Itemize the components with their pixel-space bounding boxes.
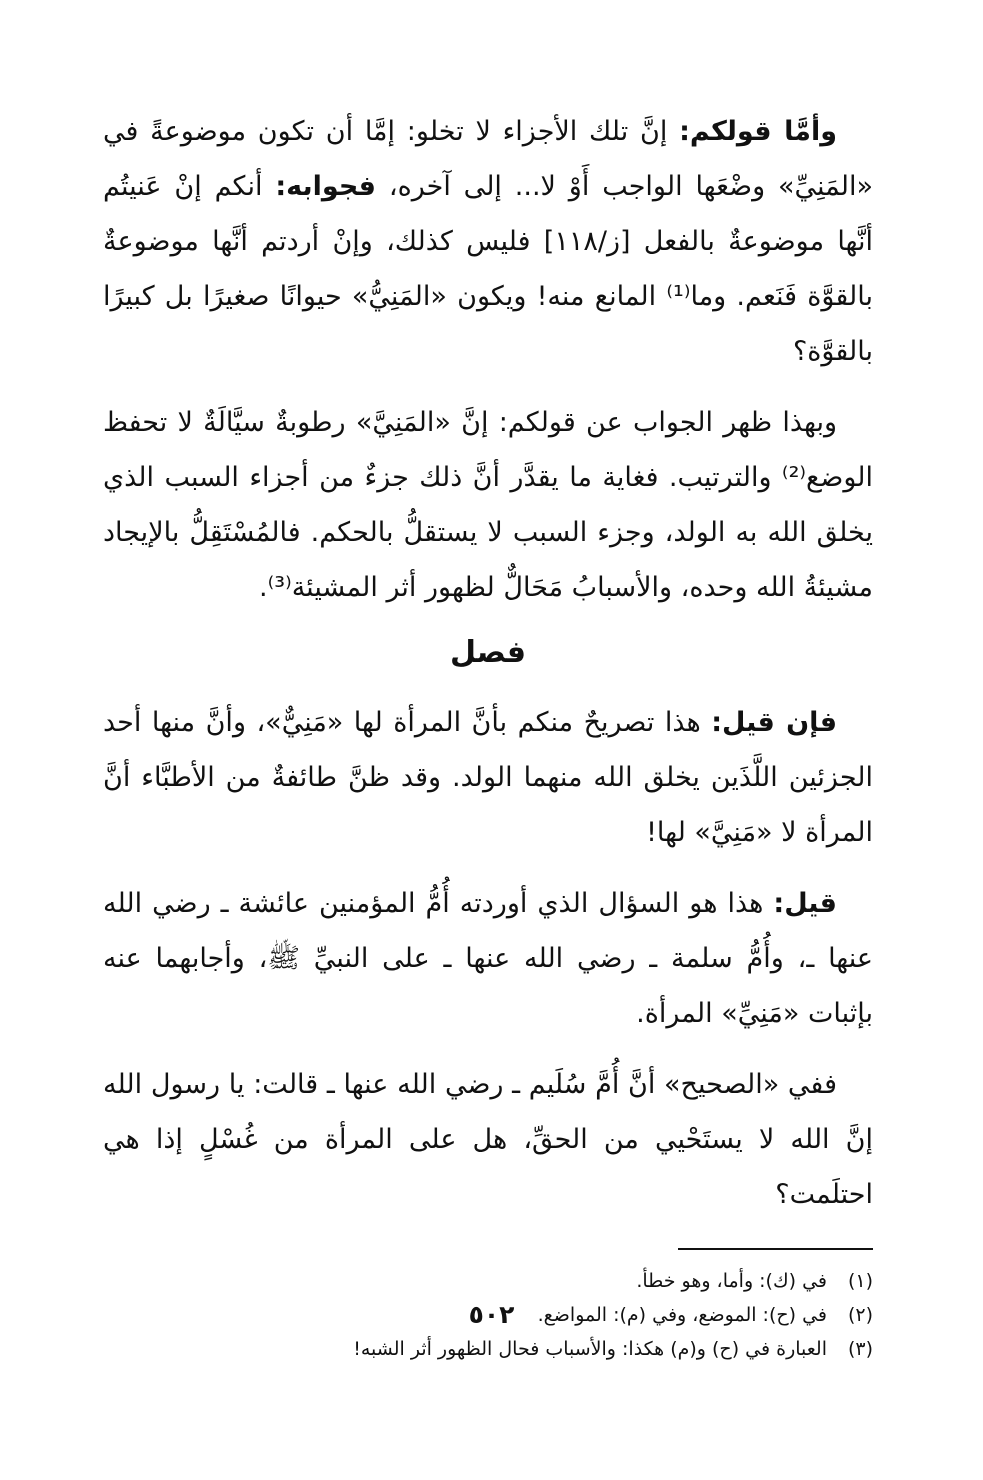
paragraph-3-text: هذا تصريحٌ منكم بأنَّ المرأة لها «مَنِيٌّ»، وأنَّ منها أحد الجزئين اللَّذَين يخلق الله منهما الولد. وقد ظنَّ طائفةٌ من الأطبَّاء أنَّ المرأة لا «مَنِيَّ» لها! xyxy=(103,707,873,848)
paragraph-3-lead: فإن قيل: xyxy=(711,707,837,738)
paragraph-4-text: هذا هو السؤال الذي أوردته أُمُّ المؤمنين عائشة ـ رضي الله عنها ـ، وأُمُّ سلمة ـ رضي الله عنها ـ على النبيِّ ﷺ، وأجابهما عنه بإثبات «مَنِيِّ» المرأة. xyxy=(103,888,873,1029)
page-body xyxy=(103,104,873,1366)
footnote-text: في (ح): الموضع، وفي (م): المواضع. xyxy=(537,1304,827,1326)
footnote-number: (٣) xyxy=(847,1338,873,1360)
section-heading: فصل xyxy=(450,635,526,670)
footnote-1 xyxy=(103,1264,873,1298)
paragraph-1-text-2: أنكم إنْ عَنيتُم أنَّها موضوعةٌ بالفعل [ز/١١٨] فليس كذلك، وإنْ أردتم أنَّها موضوعةٌ بالقوَّة فَنَعم. وما⁽¹⁾ المانع منه! ويكون «المَنِيُّ» حيوانًا صغيرًا بل كبيرًا بالقوَّة؟ xyxy=(103,171,874,367)
paragraph-4-lead: قيل: xyxy=(773,888,837,919)
footnote-divider xyxy=(678,1248,873,1250)
paragraph-1-lead: وأمَّا قولكم: xyxy=(679,116,837,147)
paragraph-1-text: إنَّ تلك الأجزاء لا تخلو: إمَّا أن تكون موضوعةً في «المَنِيِّ» وضْعَها الواجب أَوْ لا... إلى آخره، xyxy=(103,116,874,202)
page-number: ٥٠٢ xyxy=(468,1300,515,1329)
paragraph-2-text: وبهذا ظهر الجواب عن قولكم: إنَّ «المَنِيَّ» رطوبةٌ سيَّالَةٌ لا تحفظ الوضع⁽²⁾ والترتيب. فغاية ما يقدَّر أنَّ ذلك جزءٌ من أجزاء السبب الذي يخلق الله به الولد، وجزء السبب لا يستقلُّ بالحكم. فالمُسْتَقِلُّ بالإيجاد مشيئةُ الله وحده، والأسبابُ مَحَالٌّ لظهور أثر المشيئة⁽³⁾. xyxy=(103,407,873,603)
paragraph-5-text: ففي «الصحيح» أنَّ أُمَّ سُلَيم ـ رضي الله عنها ـ قالت: يا رسول الله إنَّ الله لا يستَحْيي من الحقِّ، هل على المرأة من غُسْلٍ إذا هي احتلَمت؟ xyxy=(103,1069,873,1210)
paragraph-1-lead-2: فجوابه: xyxy=(275,171,376,202)
footnote-text: العبارة في (ح) و(م) هكذا: والأسباب فحال الظهور أثر الشبه! xyxy=(353,1338,827,1360)
paragraph-1 xyxy=(103,104,873,379)
paragraph-2 xyxy=(103,395,873,615)
paragraph-4 xyxy=(103,876,873,1041)
footnote-text: في (ك): وأما، وهو خطأ. xyxy=(636,1270,827,1292)
paragraph-5 xyxy=(103,1057,873,1222)
footnote-3 xyxy=(103,1332,873,1366)
footnote-number: (٢) xyxy=(847,1304,873,1326)
paragraph-3 xyxy=(103,695,873,860)
footnote-number: (١) xyxy=(847,1270,873,1292)
